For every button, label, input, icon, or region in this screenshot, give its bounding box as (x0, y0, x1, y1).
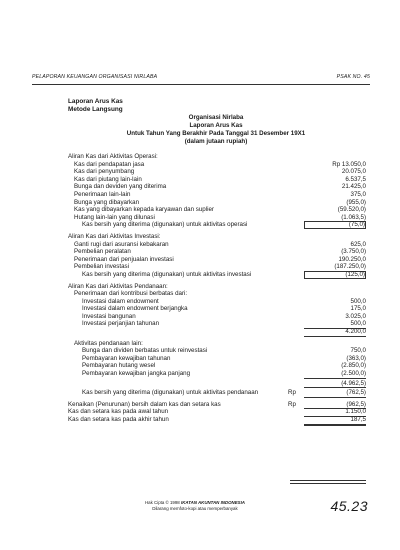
row-label: Ganti rugi dari asuransi kebakaran (74, 240, 169, 248)
row-amount: (125,0) (304, 271, 366, 279)
copyright-line: Hak Cipta © 1998 IKATAN AKUNTAN INDONESIA (145, 500, 245, 505)
header-title: PELAPORAN KEUANGAN ORGANISASI NIRLABA (32, 74, 158, 80)
row-amount: 4.200,0 (304, 328, 366, 337)
copyright-footer (110, 500, 280, 512)
row-amount: (762,5) (304, 389, 366, 398)
statement-row (68, 380, 366, 388)
row-amount: (59.520,0) (337, 206, 366, 214)
row-label: Kas dari pendapatan jasa (74, 160, 145, 168)
statement-row (68, 408, 366, 416)
row-label: Kas dan setara kas pada awal tahun (68, 408, 169, 416)
statement-row (68, 199, 366, 207)
row-label: Investasi dalam endowment berjangka (82, 305, 188, 313)
row-amount: (955,0) (346, 198, 366, 206)
header-standard: PSAK NO. 45 (336, 74, 370, 80)
row-amount: (2.850,0) (341, 362, 366, 370)
statement-row (68, 328, 366, 336)
row-label: Kas bersih yang diterima (digunakan) untuk aktivitas investasi (82, 270, 252, 278)
report-period: Untuk Tahun Yang Berakhir Pada Tanggal 31 Desember 19X1 (126, 130, 306, 137)
currency-prefix: Rp (288, 389, 296, 397)
row-label: Penerimaan lain-lain (74, 190, 131, 198)
row-amount: (1.063,5) (304, 214, 366, 223)
row-amount: 1.150,0 (304, 408, 366, 417)
row-label: Kas bersih yang diterima (digunakan) untuk aktivitas operasi (82, 221, 248, 229)
row-amount: 3.025,0 (345, 312, 366, 320)
statement-row (68, 355, 366, 363)
cash-flow-statement (68, 153, 366, 424)
statement-row (68, 271, 366, 279)
statement-row (68, 161, 366, 169)
statement-row (68, 298, 366, 306)
statement-row (68, 313, 366, 321)
statement-row (68, 389, 366, 397)
statement-row (68, 370, 366, 378)
row-label: Pembayaran kewajiban jangka panjang (82, 370, 191, 378)
row-amount: (2.500,0) (304, 370, 366, 379)
statement-row (68, 168, 366, 176)
statement-row (68, 305, 366, 313)
row-label: Pembelian peralatan (74, 248, 131, 256)
row-label: Kas bersih yang diterima (digunakan) untuk aktivitas pendanaan (82, 389, 259, 397)
statement-row (68, 320, 366, 328)
row-amount: 21.425,0 (341, 183, 366, 191)
row-amount: 187,5 (304, 416, 366, 426)
row-label: Bunga yang dibayarkan (74, 198, 140, 206)
row-amount: 6.537,5 (345, 175, 366, 183)
row-amount: Rp 13.050,0 (332, 160, 366, 168)
statement-row (68, 401, 366, 409)
row-amount: (187.250,0) (304, 263, 366, 272)
statement-row (68, 233, 366, 241)
row-amount: 750,0 (350, 347, 366, 355)
statement-row (68, 214, 366, 222)
row-label: Pembayaran kewajiban tahunan (82, 354, 171, 362)
statement-row (68, 416, 366, 424)
row-label: Kenaikan (Penurunan) bersih dalam kas dan setara kas (68, 400, 221, 408)
row-label: Kas dari penyumbang (74, 168, 135, 176)
row-amount: (4.962,5) (304, 380, 366, 389)
statement-row (68, 290, 366, 298)
statement-row (68, 347, 366, 355)
statement-row (68, 153, 366, 161)
statement-row (68, 283, 366, 291)
row-amount: 500,0 (350, 297, 366, 305)
row-label: Penerimaan dari kontribusi berbatas dari: (74, 290, 188, 298)
currency-prefix: Rp (288, 400, 296, 408)
row-label: Penerimaan dari penjualan investasi (74, 255, 174, 263)
row-label: Investasi bangunan (82, 312, 136, 320)
statement-row (68, 176, 366, 184)
row-label: Aliran Kas dari Aktivitas Pendanaan: (68, 282, 168, 290)
row-amount: (3.750,0) (341, 248, 366, 256)
footer-rule-2 (290, 483, 366, 484)
row-amount: (363,0) (346, 354, 366, 362)
row-amount: (962,5) (304, 401, 366, 410)
row-label: Pembelian investasi (74, 263, 130, 271)
row-amount: 625,0 (350, 240, 366, 248)
row-amount: 375,0 (350, 190, 366, 198)
statement-row (68, 263, 366, 271)
copy-notice: Dilarang memfoto-kopi atau memperbanyak (152, 506, 238, 511)
header-rule (32, 84, 370, 85)
row-label: Hutang lain-lain yang dilunasi (74, 213, 155, 221)
statement-row (68, 183, 366, 191)
row-amount: 175,0 (350, 305, 366, 313)
row-label: Kas yang dibayarkan kepada karyawan dan suplier (74, 206, 214, 214)
row-amount: 190.250,0 (338, 255, 366, 263)
row-amount: 20.075,0 (341, 168, 366, 176)
row-label: Bunga dan dividen berbatas untuk reinvestasi (82, 347, 208, 355)
report-title: Laporan Arus Kas (189, 122, 243, 129)
footer-rule (290, 480, 366, 481)
row-label: Investasi dalam endowment (82, 297, 159, 305)
statement-row (68, 340, 366, 348)
statement-row (68, 206, 366, 214)
row-label: Kas dan setara kas pada akhir tahun (68, 416, 169, 423)
row-label: Aliran Kas dari Aktivitas Investasi: (68, 232, 161, 240)
row-label: Kas dari piutang lain-lain (74, 175, 142, 183)
row-amount: (75,0) (304, 221, 366, 229)
report-org: Organisasi Nirlaba (188, 114, 244, 121)
statement-row (68, 256, 366, 264)
row-label: Bunga dan deviden yang diterima (74, 183, 167, 191)
page-number: 45.23 (330, 498, 368, 514)
section-method: Metode Langsung (68, 106, 123, 113)
statement-row (68, 241, 366, 249)
statement-row (68, 362, 366, 370)
page-header (32, 74, 370, 83)
row-amount: 500,0 (304, 320, 366, 329)
section-title: Laporan Arus Kas (68, 98, 123, 105)
row-label: Pembayaran hutang wesel (82, 362, 156, 370)
report-unit: (dalam jutaan rupiah) (184, 138, 248, 145)
row-label: Investasi perjanjian tahunan (82, 320, 160, 328)
statement-row (68, 221, 366, 229)
statement-row (68, 248, 366, 256)
row-label: Aliran Kas dari Aktivitas Operasi: (68, 153, 158, 160)
statement-row (68, 191, 366, 199)
row-label: Aktivitas pendanaan lain: (74, 339, 143, 347)
